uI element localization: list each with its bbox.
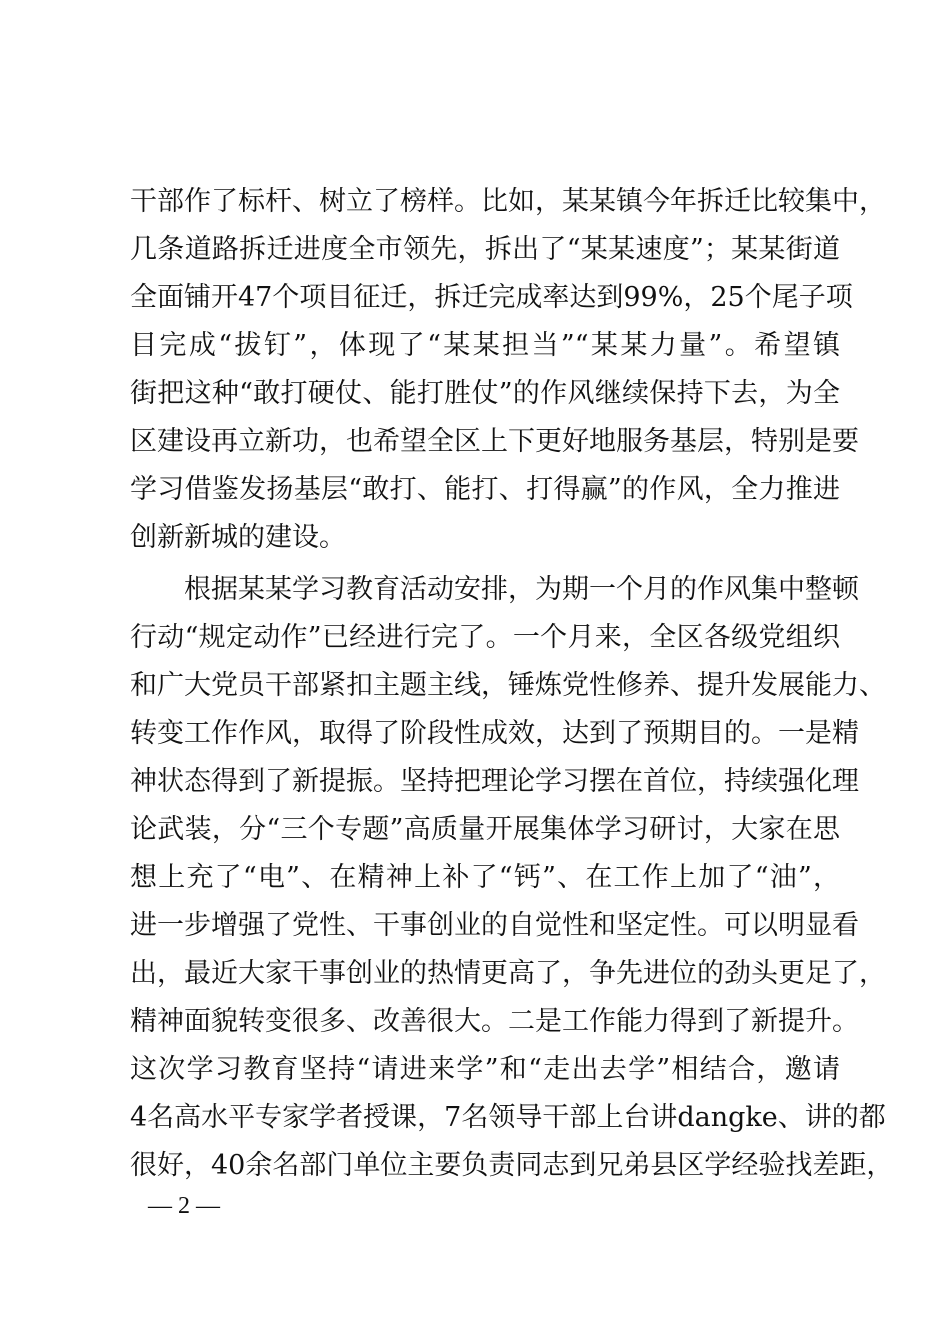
text-line: 转变工作作风，取得了阶段性成效，达到了预期目的。一是精 — [130, 718, 859, 749]
text-line: 论武装，分“三个专题”高质量开展集体学习研讨，大家在思 — [130, 814, 840, 845]
text-line: 行动“规定动作”已经进行完了。一个月来，全区各级党组织 — [130, 622, 840, 653]
paragraph-2 — [130, 566, 894, 1190]
text-line: 学习借鉴发扬基层“敢打、能打、打得赢”的作风，全力推进 — [130, 474, 840, 505]
text-line: 这次学习教育坚持“请进来学”和“走出去学”相结合，邀请 — [130, 1054, 840, 1085]
text-line: 想上充了“电”、在精神上补了“钙”、在工作上加了“油”， — [130, 862, 840, 893]
text-line: 街把这种“敢打硬仗、能打胜仗”的作风继续保持下去，为全 — [130, 378, 840, 409]
paragraph-1 — [130, 178, 886, 562]
text-line: 全面铺开47个项目征迁，拆迁完成率达到99%，25个尾子项 — [130, 282, 853, 313]
text-line: 精神面貌转变很多、改善很大。二是工作能力得到了新提升。 — [130, 1006, 859, 1037]
text-line: 创新新城的建设。 — [130, 522, 346, 553]
text-line: 区建设再立新功，也希望全区上下更好地服务基层，特别是要 — [130, 426, 859, 457]
text-line: 目完成“拔钉”，体现了“某某担当”“某某力量”。希望镇 — [130, 330, 840, 361]
text-line: 干部作了标杆、树立了榜样。比如，某某镇今年拆迁比较集中， — [130, 186, 886, 217]
text-line: 很好，40余名部门单位主要负责同志到兄弟县区学经验找差距， — [130, 1150, 894, 1181]
text-line: 和广大党员干部紧扣主题主线，锤炼党性修养、提升发展能力、 — [130, 670, 886, 701]
body-text — [130, 178, 894, 1190]
text-line: 进一步增强了党性、干事创业的自觉性和坚定性。可以明显看 — [130, 910, 859, 941]
text-line: 出，最近大家干事创业的热情更高了，争先进位的劲头更足了， — [130, 958, 886, 989]
page-number: — 2 — — [148, 1193, 220, 1219]
text-line: 神状态得到了新提振。坚持把理论学习摆在首位，持续强化理 — [130, 766, 859, 797]
text-line: 几条道路拆迁进度全市领先，拆出了“某某速度”；某某街道 — [130, 234, 840, 265]
text-line: 根据某某学习教育活动安排，为期一个月的作风集中整顿 — [130, 574, 859, 605]
text-line: 4名高水平专家学者授课，7名领导干部上台讲dangke、讲的都 — [130, 1102, 886, 1133]
